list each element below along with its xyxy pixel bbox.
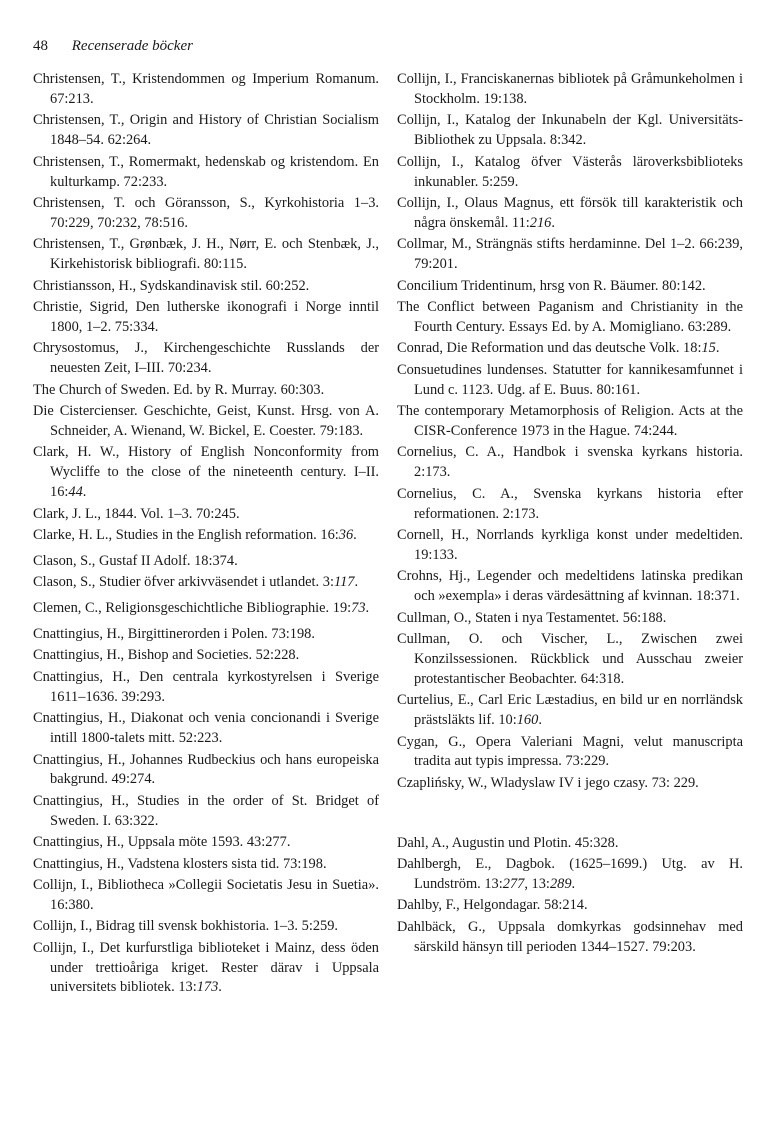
entry-text: Dahlby, F., Helgondagar. xyxy=(397,897,544,914)
index-entry xyxy=(33,876,379,916)
index-entry xyxy=(33,111,379,151)
entry-reference: 79:183. xyxy=(319,422,364,439)
index-entry xyxy=(33,751,379,791)
entry-reference: 58:214. xyxy=(544,897,588,914)
index-entry xyxy=(33,505,379,525)
index-entry xyxy=(397,235,743,275)
entry-text: Christie, Sigrid, Den lutherske ikonografi i Norge inntil 1800, 1–2. xyxy=(33,298,379,335)
entry-reference: 73:198. xyxy=(271,626,315,643)
entry-reference: 70:234. xyxy=(167,360,212,377)
entry-text: Cnattingius, H., Bishop and Societies. xyxy=(33,647,256,664)
entry-reference: 19:133. xyxy=(414,546,458,563)
index-entry xyxy=(33,792,379,832)
index-entry xyxy=(33,833,379,853)
index-entry xyxy=(33,235,379,275)
index-entry xyxy=(33,709,379,749)
index-entry xyxy=(33,668,379,708)
index-entry xyxy=(397,896,743,916)
index-entry xyxy=(33,526,379,546)
entry-text: Collijn, I., Katalog öfver Västerås läroverksbiblioteks inkunabler. xyxy=(397,153,743,190)
entry-text: Christiansson, H., Sydskandinavisk stil. xyxy=(33,277,266,294)
entry-reference: 18:371. xyxy=(696,588,740,605)
entry-text: Cnattingius, H., Johannes Rudbeckius och hans europeiska bakgrund. xyxy=(33,751,379,788)
entry-text: Chrysostomus, J., Kirchengeschichte Russlands der neuesten Zeit, I–III. xyxy=(33,340,379,377)
entry-reference: 45:328. xyxy=(574,834,619,851)
entry-reference: 79:203. xyxy=(652,938,696,955)
index-entry xyxy=(397,402,743,442)
right-column xyxy=(397,70,743,959)
entry-reference: 2:173. xyxy=(414,464,451,481)
entry-reference: 49:274. xyxy=(111,771,156,788)
entry-text: Clemen, C., Religionsgeschichtliche Bibliographie. xyxy=(33,600,333,617)
running-title: Recenserade böcker xyxy=(71,38,193,54)
index-entry xyxy=(33,625,379,645)
entry-reference: 73:229. xyxy=(565,753,610,770)
entry-reference: 19:138. xyxy=(483,90,528,107)
index-entry xyxy=(397,855,743,895)
entry-text: Cnattingius, H., Birgittinerorden i Polen. xyxy=(33,626,272,643)
entry-reference: 74:244. xyxy=(633,422,678,439)
index-entry xyxy=(397,298,743,338)
index-entry xyxy=(33,70,379,110)
index-entry xyxy=(397,361,743,401)
index-entry xyxy=(397,691,743,731)
entry-reference: 19:73. xyxy=(332,600,370,617)
entry-reference: 11:216. xyxy=(511,214,555,231)
entry-reference: 18:15. xyxy=(683,340,720,357)
entry-reference: 13:277, 13:289. xyxy=(484,876,576,893)
entry-reference: 5:259. xyxy=(481,173,519,190)
entry-text: Collijn, I., Olaus Magnus, ett försök till karakteristik och några önskemål. xyxy=(397,194,743,231)
index-entry xyxy=(33,339,379,379)
index-entry xyxy=(397,526,743,566)
index-entry xyxy=(33,194,379,234)
index-entry xyxy=(397,153,743,193)
entry-text: Cygan, G., Opera Valeriani Magni, velut manuscripta tradita aut typis impressa. xyxy=(397,733,743,770)
entry-text: Collijn, I., Bibliotheca »Collegii Societatis Jesu in Suetia». xyxy=(33,876,379,893)
entry-reference: 13:173. xyxy=(178,979,222,996)
entry-text: Dahl, A., Augustin und Plotin. xyxy=(397,834,575,851)
entry-text: Christensen, T., Romermakt, hedenskab og kristendom. En kulturkamp. xyxy=(33,153,379,190)
entry-reference: 56:188. xyxy=(622,609,667,626)
entry-text: Christensen, T., Kristendommen og Imperium Romanum. xyxy=(33,71,379,87)
entry-reference: 72:233. xyxy=(123,173,168,190)
entry-reference: 3:117. xyxy=(322,574,359,591)
entry-text: Christensen, T., Origin and History of Christian Socialism 1848–54. xyxy=(33,112,379,149)
entry-text: Christensen, T., Grønbæk, J. H., Nørr, E. och Stenbæk, J., Kirkehistorisk bibliografi. xyxy=(33,236,379,273)
entry-text: The Church of Sweden. Ed. by R. Murray. xyxy=(33,381,281,398)
index-entry xyxy=(397,609,743,629)
entry-reference: 66:239, 79:201. xyxy=(414,236,743,273)
entry-reference: 80:161. xyxy=(596,381,641,398)
entry-text: Cornelius, C. A., Handbok i svenska kyrkans historia. xyxy=(397,444,743,461)
index-entry xyxy=(397,70,743,110)
entry-text: Consuetudines lundenses. Statutter for kannikesamfunnet i Lund c. 1123. Udg. af E. Buus. xyxy=(397,361,743,398)
index-entry xyxy=(33,277,379,297)
index-entry xyxy=(397,567,743,607)
page-header xyxy=(33,38,193,55)
entry-text: Collijn, I., Bidrag till svensk bokhistoria. 1–3. xyxy=(33,918,302,935)
index-entry xyxy=(33,939,379,999)
entry-text: Cnattingius, H., Studies in the order of St. Bridget of Sweden. I. xyxy=(33,792,379,829)
entry-text: Clarke, H. L., Studies in the English reformation. xyxy=(33,526,321,543)
entry-text: Clason, S., Gustaf II Adolf. xyxy=(33,552,195,569)
entry-text: Clason, S., Studier öfver arkivväsendet i utlandet. xyxy=(33,574,323,591)
index-entry xyxy=(33,855,379,875)
entry-reference: 73:198. xyxy=(282,855,327,872)
entry-reference: 80:142. xyxy=(662,277,706,294)
entry-text: Christensen, T. och Göransson, S., Kyrkohistoria 1–3. xyxy=(33,194,379,211)
entry-text: Collmar, M., Strängnäs stifts herdaminne. Del 1–2. xyxy=(397,236,700,253)
entry-text: Crohns, Hj., Legender och medeltidens latinska predikan och »exempla» i deras värdesättning af kvinnan. xyxy=(397,568,743,605)
entry-text: Cnattingius, H., Den centrala kyrkostyrelsen i Sverige 1611–1636. xyxy=(33,668,379,705)
entry-reference: 5:259. xyxy=(301,918,339,935)
index-entry xyxy=(397,630,743,690)
entry-reference: 67:213. xyxy=(50,90,94,107)
page-number: 48 xyxy=(33,38,48,54)
index-entry xyxy=(33,646,379,666)
index-entry xyxy=(397,485,743,525)
entry-text: Cnattingius, H., Diakonat och venia concionandi i Sverige intill 1800-talets mitt. xyxy=(33,710,379,747)
entry-text: Cullman, O., Staten i nya Testamentet. xyxy=(397,609,623,626)
entry-reference: 18:374. xyxy=(194,552,238,569)
entry-reference: 39:293. xyxy=(121,688,165,705)
entry-reference: 70:229, 70:232, 78:516. xyxy=(50,214,188,231)
index-entry xyxy=(33,917,379,937)
entry-text: Cornelius, C. A., Svenska kyrkans historia efter reformationen. xyxy=(397,485,743,522)
entry-reference: 10:160. xyxy=(498,712,542,729)
index-entry xyxy=(397,918,743,958)
entry-reference: 80:115. xyxy=(203,256,247,273)
entry-text: Collijn, I., Franciskanernas bibliotek på Gråmunkeholmen i Stockholm. xyxy=(397,71,743,107)
index-entry xyxy=(33,573,379,593)
entry-text: Conrad, Die Reformation und das deutsche Volk. xyxy=(397,340,684,357)
entry-text: Concilium Tridentinum, hrsg von R. Bäumer. xyxy=(397,277,663,294)
index-entry xyxy=(33,381,379,401)
entry-text: Cullman, O. och Vischer, L., Zwischen zwei Konzilssessionen. Rückblick und Ausschau zweier protestantischer Beobachter. xyxy=(397,630,743,687)
index-entry xyxy=(397,277,743,297)
entry-reference: 2:173. xyxy=(502,505,540,522)
entry-text: Curtelius, E., Carl Eric Læstadius, en bild ur en norrländsk prästsläkts lif. xyxy=(397,692,743,729)
entry-text: Dahlbergh, E., Dagbok. (1625–1699.) Utg. av H. Lundström. xyxy=(397,856,743,893)
entry-reference: 52:228. xyxy=(255,647,300,664)
index-entry xyxy=(397,733,743,773)
entry-reference: 16:44. xyxy=(50,484,87,501)
index-entry xyxy=(397,111,743,151)
entry-reference: 64:318. xyxy=(580,670,625,687)
entry-text: Dahlbäck, G., Uppsala domkyrkas godsinnehav med särskild hänsyn till perioden 1344–1527. xyxy=(397,918,743,955)
entry-text: Clark, J. L., 1844. Vol. 1–3. xyxy=(33,505,196,522)
entry-text: Collijn, I., Katalog der Inkunabeln der Kgl. Universitäts-Bibliothek zu Uppsala. xyxy=(397,112,743,149)
entry-text: The contemporary Metamorphosis of Religion. Acts at the CISR-Conference 1973 in the Hague. xyxy=(397,403,743,439)
index-entry xyxy=(397,194,743,234)
left-column xyxy=(33,70,379,1000)
index-entry xyxy=(397,443,743,483)
entry-text: The Conflict between Paganism and Christianity in the Fourth Century. Essays Ed. by A. Momigliano. xyxy=(397,298,743,335)
index-entry xyxy=(33,298,379,338)
index-entry xyxy=(397,339,743,359)
entry-reference: 43:277. xyxy=(246,834,291,851)
entry-reference: 63:289. xyxy=(687,318,732,335)
index-entry xyxy=(33,443,379,503)
index-entry xyxy=(33,599,379,619)
entry-text: Cornell, H., Norrlands kyrkliga konst under medeltiden. xyxy=(397,526,743,543)
entry-reference: 75:334. xyxy=(114,318,159,335)
entry-reference: 73: 229. xyxy=(651,774,699,791)
entry-text: Cnattingius, H., Uppsala möte 1593. xyxy=(33,834,247,851)
entry-text: Czaplińsky, W., Wladyslaw IV i jego czasy. xyxy=(397,774,652,791)
index-entry xyxy=(33,153,379,193)
entry-text: Cnattingius, H., Vadstena klosters sista tid. xyxy=(33,855,283,872)
entry-text: Clark, H. W., History of English Nonconformity from Wycliffe to the close of the nineteenth century. I–II. xyxy=(33,444,379,481)
index-entry xyxy=(33,402,379,442)
entry-reference: 60:252. xyxy=(265,277,310,294)
entry-text: Die Cistercienser. Geschichte, Geist, Kunst. Hrsg. von A. Schneider, A. Wienand, W. Bickel, E. Coester. xyxy=(33,403,379,439)
entry-reference: 52:223. xyxy=(178,730,223,747)
index-entry xyxy=(397,834,743,854)
entry-reference: 60:303. xyxy=(280,381,325,398)
index-entry xyxy=(397,774,743,794)
entry-reference: 63:322. xyxy=(114,812,159,829)
index-entry xyxy=(33,552,379,572)
entry-reference: 8:342. xyxy=(549,132,587,149)
entry-reference: 16:36. xyxy=(320,526,357,543)
entry-reference: 62:264. xyxy=(107,132,152,149)
entry-text: Collijn, I., Det kurfurstliga biblioteket i Mainz, dess öden under trettioåriga kriget. Rester därav i Uppsala universitets bibliotek. xyxy=(33,939,379,996)
entry-reference: 70:245. xyxy=(195,505,240,522)
entry-reference: 16:380. xyxy=(50,896,94,913)
